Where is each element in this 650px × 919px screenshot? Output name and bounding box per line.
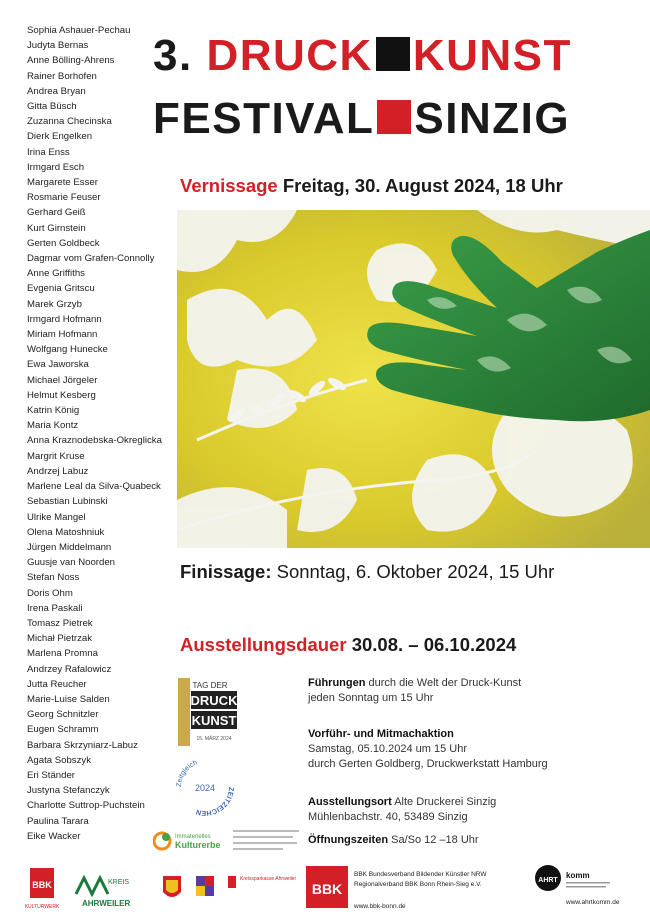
black-square-icon: [376, 37, 410, 71]
artist-name: Eike Wacker: [27, 830, 81, 842]
kreissparkasse-logo: [228, 876, 296, 888]
ort-block: [308, 795, 608, 825]
artist-name: Irmgard Esch: [27, 161, 85, 173]
artist-name: Irina Enss: [27, 146, 70, 158]
leaf-print-illustration: [177, 210, 650, 548]
tag-druck: DRUCK: [190, 693, 238, 708]
artist-name: Kurt Girnstein: [27, 222, 86, 234]
zeiten-text: Sa/So 12 –18 Uhr: [391, 834, 479, 846]
kultur-a: Immaterielles: [175, 834, 211, 840]
artist-name: Irmgard Hofmann: [27, 313, 102, 325]
kultur-b: Kulturerbe: [175, 840, 221, 850]
artist-name: Michael Jörgeler: [27, 374, 98, 386]
artwork-image: [177, 210, 650, 548]
ort-name: Alte Druckerei Sinzig: [394, 796, 497, 808]
artist-name: Katrin König: [27, 405, 80, 417]
artist-name: Eugen Schramm: [27, 724, 99, 736]
artist-name: Eri Ständer: [27, 769, 75, 781]
red-square-icon: [377, 100, 411, 134]
bbk-kulturwerk-logo: [25, 868, 60, 910]
artist-name: Gerhard Geiß: [27, 207, 86, 219]
aktion-date: Samstag, 05.10.2024 um 15 Uhr: [308, 743, 467, 755]
aktion-title: Vorführ- und Mitmachaktion: [308, 728, 454, 740]
zeitgleich-text: Zeitgleich: [175, 759, 199, 788]
zeiten-label: Öffnungszeiten: [308, 834, 389, 846]
artist-name: Anne Griffiths: [27, 268, 85, 280]
zeitgleich-year: 2024: [194, 783, 216, 793]
fuehrungen-label: Führungen: [308, 677, 366, 689]
tag-date: 15. MÄRZ 2024: [196, 736, 232, 742]
title-druck: DRUCK: [206, 31, 373, 80]
footer-logos: [0, 864, 650, 914]
artist-name: Georg Schnitzler: [27, 709, 99, 721]
artist-name: Dierk Engelken: [27, 131, 93, 143]
artist-name: Evgenia Gritscu: [27, 283, 95, 295]
komm-text: komm: [566, 871, 590, 880]
artist-name: Miriam Hofmann: [27, 329, 98, 341]
artist-name: Marie-Luise Salden: [27, 693, 110, 705]
coat-of-arms-2-icon: [196, 876, 214, 896]
ahrt-text: AHRT: [538, 877, 558, 884]
artist-name: Sophia Ashauer-Pechau: [27, 25, 131, 36]
artist-name: Margarete Esser: [27, 177, 98, 189]
festival-title-line2: [153, 94, 571, 143]
bbk-big: BBK: [311, 881, 343, 897]
aktion-host: durch Gerten Goldberg, Druckwerkstatt Hamburg: [308, 758, 548, 770]
artist-name: Charlotte Suttrop-Puchstein: [27, 800, 145, 812]
bbk-text2: Regionalverband BBK Bonn Rhein-Sieg e.V.: [354, 881, 482, 888]
artist-name: Andrea Bryan: [27, 85, 86, 97]
artist-name: Doris Ohm: [27, 587, 73, 599]
zeitzeichen-text: ZEITZEICHEN: [195, 786, 235, 817]
zeitzeichen-logo: [172, 754, 238, 820]
artist-name: Ewa Jaworska: [27, 359, 89, 371]
title-number: 3.: [153, 31, 193, 80]
coat-of-arms-icon: [163, 876, 181, 897]
bbk-text1: BBK Bundesverband Bildender Künstler NRW: [354, 871, 487, 878]
finissage-date: Sonntag, 6. Oktober 2024, 15 Uhr: [276, 561, 555, 582]
artist-name: Wolfgang Hunecke: [27, 344, 108, 356]
artist-name: Zuzanna Checinska: [27, 116, 112, 128]
artist-name: Rainer Borhofen: [27, 70, 97, 82]
artist-name: Marlene Leal da Silva-Quabeck: [27, 481, 161, 493]
tag-kunst: KUNST: [191, 713, 237, 728]
artist-name: Gerten Goldbeck: [27, 237, 100, 249]
artist-name: Agata Sobszyk: [27, 754, 91, 766]
artist-name: Rosmarie Feuser: [27, 192, 101, 204]
artist-name: Andrzej Labuz: [27, 465, 89, 477]
artist-name: Jutta Reucher: [27, 678, 87, 690]
dauer-line: [180, 634, 516, 656]
title-festival: FESTIVAL: [153, 94, 375, 143]
aktion-block: [308, 727, 608, 772]
kulturerbe-logo: [153, 826, 303, 856]
artist-name: Irena Paskali: [27, 602, 83, 614]
bbk-bundesverband-logo: [306, 866, 487, 910]
artist-name: Gitta Büsch: [27, 101, 77, 113]
bbk-url: www.bbk-bonn.de: [354, 903, 406, 910]
finissage-label: Finissage:: [180, 561, 272, 582]
artist-name: Dagmar vom Grafen-Connolly: [27, 253, 155, 265]
dauer-label: Ausstellungsdauer: [180, 634, 347, 655]
tag-label: TAG DER: [192, 681, 228, 690]
fuehrungen-text: durch die Welt der Druck-Kunst: [368, 677, 522, 689]
ort-label: Ausstellungsort: [308, 796, 392, 808]
artist-name: Margrit Kruse: [27, 450, 85, 462]
artist-name: Olena Matoshniuk: [27, 526, 105, 538]
kreis-a: KREIS: [108, 879, 130, 886]
bbk-small: BBK: [32, 880, 52, 890]
artist-name: Judyta Bernas: [27, 40, 89, 52]
dauer-dates: 30.08. – 06.10.2024: [351, 634, 517, 655]
artist-name: Barbara Skrzyniarz-Labuz: [27, 739, 138, 751]
zeiten-block: [308, 833, 608, 848]
artist-name: Sebastian Lubinski: [27, 496, 108, 508]
artist-name: Andrzey Rafalowicz: [27, 663, 112, 675]
fuehrungen-schedule: jeden Sonntag um 15 Uhr: [308, 692, 434, 704]
kulturwerk-text: KULTURWERK: [24, 904, 60, 910]
artist-name: Ulrike Mangel: [27, 511, 86, 523]
artist-name: Justyna Stefanczyk: [27, 785, 110, 797]
kreissparkasse-text: Kreissparkasse Ahrweiler: [240, 876, 297, 882]
kreis-b: AHRWEILER: [82, 899, 131, 908]
artist-name: Paulina Tarara: [27, 815, 89, 827]
artist-name: Marek Grzyb: [27, 298, 82, 310]
artist-name: Marlena Promna: [27, 648, 98, 660]
finissage-line: [180, 561, 554, 583]
ahrtkomm-logo: [535, 865, 620, 906]
vernissage-date: Freitag, 30. August 2024, 18 Uhr: [282, 175, 563, 196]
fuehrungen-block: [308, 676, 608, 706]
artist-name: Michał Pietrzak: [27, 633, 93, 645]
vernissage-label: Vernissage: [180, 175, 278, 196]
kreis-ahrweiler-logo: [76, 878, 131, 908]
artist-name: Helmut Kesberg: [27, 389, 96, 401]
artist-name: Stefan Noss: [27, 572, 80, 584]
artist-name: Jürgen Middelmann: [27, 541, 112, 553]
artist-name: Anne Bölling-Ahrens: [27, 55, 115, 67]
artist-list: [27, 23, 177, 844]
ahrt-url: www.ahrtkomm.de: [566, 899, 620, 906]
artist-name: Guusje van Noorden: [27, 557, 115, 569]
artist-name: Maria Kontz: [27, 420, 79, 432]
artist-name: Anna Kraznodebska-Okreglicka: [27, 435, 162, 447]
artist-name: Tomasz Pietrek: [27, 617, 93, 629]
title-sinzig: SINZIG: [414, 94, 571, 143]
vernissage-line: [180, 175, 563, 197]
festival-title-line1: [153, 31, 572, 80]
title-kunst: KUNST: [412, 31, 572, 80]
ort-address: Mühlenbachstr. 40, 53489 Sinzig: [308, 811, 468, 823]
tag-der-druckkunst-logo: [176, 676, 240, 748]
